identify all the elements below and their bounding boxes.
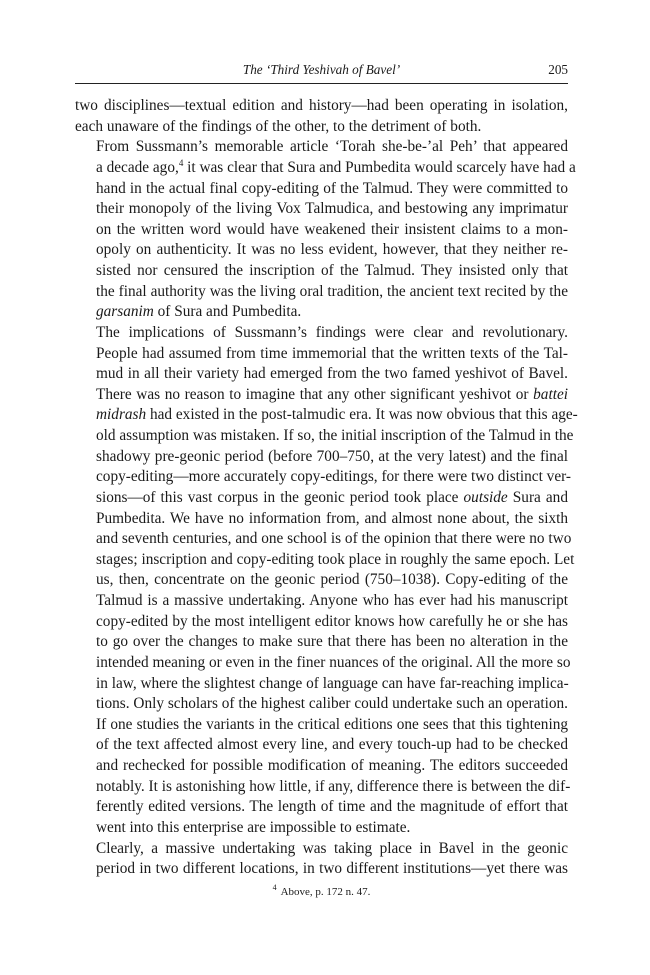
text-run: Talmud is a massive undertaking. Anyone who has ever had his manuscript xyxy=(96,592,568,609)
text-line xyxy=(75,777,571,798)
text-line xyxy=(75,612,568,633)
text-line xyxy=(75,570,568,591)
italic-term: midrash xyxy=(96,406,147,424)
text-line xyxy=(75,797,568,818)
text-line xyxy=(75,818,568,839)
text-run: tions. Only scholars of the highest caliber could undertake such an operation. xyxy=(96,695,568,713)
text-line xyxy=(75,756,568,777)
text-run: The implications of Sussmann’s findings were clear and revolutionary. xyxy=(96,323,568,341)
text-run: sisted nor censured the inscription of the Talmud. They insisted only that xyxy=(96,262,568,279)
text-line xyxy=(75,653,571,674)
text-run: of the text affected almost every line, and every touch-up had to be checked xyxy=(96,736,568,754)
text-line xyxy=(75,364,568,385)
italic-term: garsanim xyxy=(96,303,154,321)
text-run: old assumption was mistaken. If so, the initial inscription of the Talmud in the xyxy=(96,427,574,444)
text-line xyxy=(75,529,572,550)
footnote xyxy=(75,885,568,900)
text-run: copy-edited by the most intelligent editor knows how carefully he or she has xyxy=(96,612,568,630)
text-line xyxy=(75,591,568,612)
text-run: Pumbedita. We have no information from, and almost none about, the sixth xyxy=(96,509,568,527)
text-run: on the written word would have weakened their insistent claims to a mon- xyxy=(96,220,568,238)
footnote-reference: 4 xyxy=(178,157,184,168)
text-run: had existed in the post-talmudic era. It was now obvious that this age- xyxy=(146,406,578,424)
text-run: the final authority was the living oral tradition, the ancient text recited by the xyxy=(96,282,568,300)
text-line xyxy=(75,632,568,653)
text-run: each unaware of the findings of the other, to the detriment of both. xyxy=(75,117,482,135)
text-line xyxy=(75,715,568,736)
text-line xyxy=(75,261,568,282)
text-run: Clearly, a massive undertaking was taking place in Bavel in the geonic xyxy=(96,839,568,857)
text-run: If one studies the variants in the critical editions one sees that this tightening xyxy=(96,715,568,733)
italic-term: battei xyxy=(533,385,568,403)
paragraph xyxy=(75,323,578,839)
text-line xyxy=(75,220,568,241)
text-run: There was no reason to imagine that any other significant yeshivot or xyxy=(96,385,534,403)
header-rule xyxy=(75,83,568,84)
text-line xyxy=(75,282,568,303)
text-line xyxy=(75,344,568,365)
text-run: and rechecked for possible modification of meaning. The editors succeeded xyxy=(96,757,568,774)
text-run: and seventh centuries, and one school is of the opinion that there were no two xyxy=(96,530,572,548)
text-line xyxy=(75,157,576,179)
footnote-text: Above, p. 172 n. 47. xyxy=(280,886,371,898)
text-run: two disciplines—textual edition and history—had been operating in isolation, xyxy=(75,97,568,114)
text-run: People had assumed from time immemorial that the written texts of the Tal- xyxy=(96,344,568,362)
text-line xyxy=(75,839,568,860)
text-line xyxy=(75,426,574,447)
text-run: intended meaning or even in the finer nuances of the original. All the more so xyxy=(96,653,571,671)
text-run: ferently edited versions. The length of time and the magnitude of effort that xyxy=(96,798,568,816)
text-run: their monopoly of the living Vox Talmudica, and bestowing any imprimatur xyxy=(96,200,568,218)
text-run: shadowy pre-geonic period (before 700–750, at the very latest) and the final xyxy=(96,447,568,465)
paragraph xyxy=(75,137,576,323)
text-run: to go over the changes to make sure that there has been no alteration in the xyxy=(96,633,568,651)
text-run: sions—of this vast corpus in the geonic period took place xyxy=(96,488,464,506)
text-line xyxy=(75,447,568,468)
text-run: Sura and xyxy=(507,488,568,506)
text-run: us, then, concentrate on the geonic period (750–1038). Copy-editing of the xyxy=(96,571,568,589)
text-line xyxy=(75,674,568,695)
text-line xyxy=(75,302,568,323)
text-line xyxy=(75,179,568,200)
text-run: stages; inscription and copy-editing took place in roughly the same epoch. Let xyxy=(96,550,575,568)
text-line xyxy=(75,240,568,261)
text-line xyxy=(75,509,568,530)
footnote-number: 4 xyxy=(272,883,277,893)
page-number: 205 xyxy=(548,62,568,77)
running-head xyxy=(75,61,568,79)
text-line xyxy=(75,137,568,158)
text-run: mud in all their variety had emerged from the two famed yeshivot of Bavel. xyxy=(96,365,568,383)
text-line xyxy=(75,735,568,756)
paragraph xyxy=(75,839,568,880)
text-run: period in two different locations, in two different institutions—yet there was xyxy=(96,860,568,878)
paragraph xyxy=(75,96,568,137)
text-run: From Sussmann’s memorable article ‘Torah she-be-’al Peh’ that appeared xyxy=(96,138,568,156)
italic-term: outside xyxy=(463,488,508,506)
body-text xyxy=(75,96,578,880)
text-run: of Sura and Pumbedita. xyxy=(153,303,302,321)
text-line xyxy=(75,550,575,571)
text-run: notably. It is astonishing how little, if any, difference there is between the dif- xyxy=(96,777,571,795)
text-run: hand in the actual final copy-editing of the Talmud. They were committed to xyxy=(96,179,568,197)
text-line xyxy=(75,859,568,880)
text-run: in law, where the slightest change of language can have far-reaching implica- xyxy=(96,674,569,692)
text-line xyxy=(75,96,568,117)
text-run: a decade ago, xyxy=(96,158,179,176)
text-line xyxy=(75,117,568,138)
text-run: went into this enterprise are impossible to estimate. xyxy=(96,818,411,836)
text-line xyxy=(75,385,568,406)
text-line xyxy=(75,323,568,344)
text-line xyxy=(75,488,568,509)
text-run: copy-editing—more accurately copy-editings, for there were two distinct ver- xyxy=(96,468,571,486)
text-line xyxy=(75,199,568,220)
text-line xyxy=(75,405,578,426)
text-run: it was clear that Sura and Pumbedita would scarcely have had a xyxy=(183,158,576,176)
text-line xyxy=(75,467,571,488)
running-head-title: The ‘Third Yeshivah of Bavel’ xyxy=(242,62,401,77)
text-run: opoly on authenticity. It was no less evident, however, that they neither re- xyxy=(96,241,568,259)
text-line xyxy=(75,694,568,715)
